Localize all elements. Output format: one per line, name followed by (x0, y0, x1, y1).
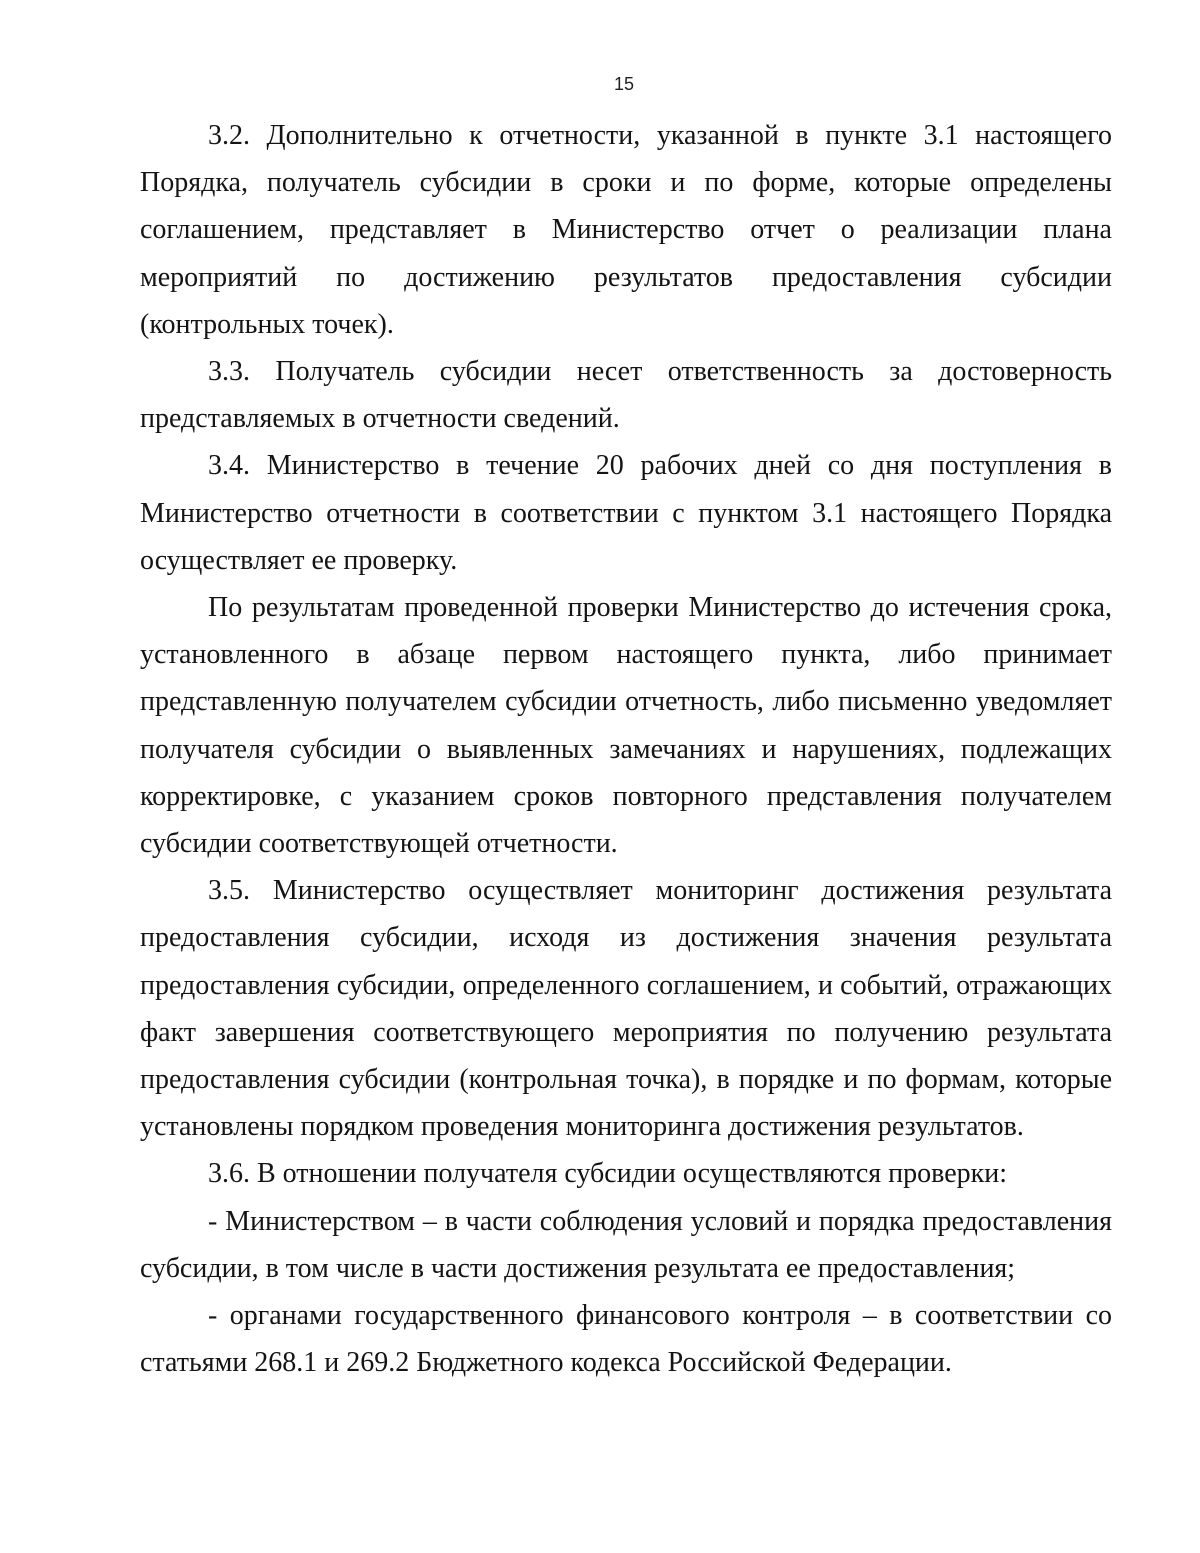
list-item-ministry-checks: - Министерством – в части соблюдения условий и порядка предоставления субсидии, в том числе в части достижения результата ее предоставления; (140, 1205, 1112, 1284)
paragraph-3-2: 3.2. Дополнительно к отчетности, указанной в пункте 3.1 настоящего Порядка, получатель субсидии в сроки и по форме, которые определены соглашением, представляет в Министерство отчет о реализации плана мероприятий по достижению результатов предоставления субсидии (контрольных точек). (140, 120, 1112, 340)
paragraph-3-5: 3.5. Министерство осуществляет мониторинг достижения результата предоставления субсидии, исходя из достижения значения результата предоставления субсидии, определенного соглашением, и событий, отражающих факт завершения соответствующего мероприятия по получению результата предоставления субсидии (контрольная точка), в порядке и по формам, которые установлены порядком проведения мониторинга достижения результатов. (140, 875, 1112, 1143)
paragraph-3-6: 3.6. В отношении получателя субсидии осуществляются проверки: (208, 1158, 1007, 1190)
paragraph-3-3: 3.3. Получатель субсидии несет ответственность за достоверность представляемых в отчетности сведений. (140, 356, 1112, 435)
list-item-financial-control-checks: - органами государственного финансового контроля – в соответствии со статьями 268.1 и 269.2 Бюджетного кодекса Российской Федерации. (140, 1300, 1112, 1379)
paragraph-3-4-inspection-results: По результатам проведенной проверки Министерство до истечения срока, установленного в абзаце первом настоящего пункта, либо принимает представленную получателем субсидии отчетность, либо письменно уведомляет получателя субсидии о выявленных замечаниях и нарушениях, подлежащих корректировке, с указанием сроков повторного представления получателем субсидии соответствующей отчетности. (140, 592, 1112, 860)
document-body (140, 112, 1112, 1386)
page-number: 15 (613, 74, 635, 94)
paragraph-3-4: 3.4. Министерство в течение 20 рабочих дней со дня поступления в Министерство отчетности в соответствии с пунктом 3.1 настоящего Порядка осуществляет ее проверку. (140, 450, 1112, 576)
